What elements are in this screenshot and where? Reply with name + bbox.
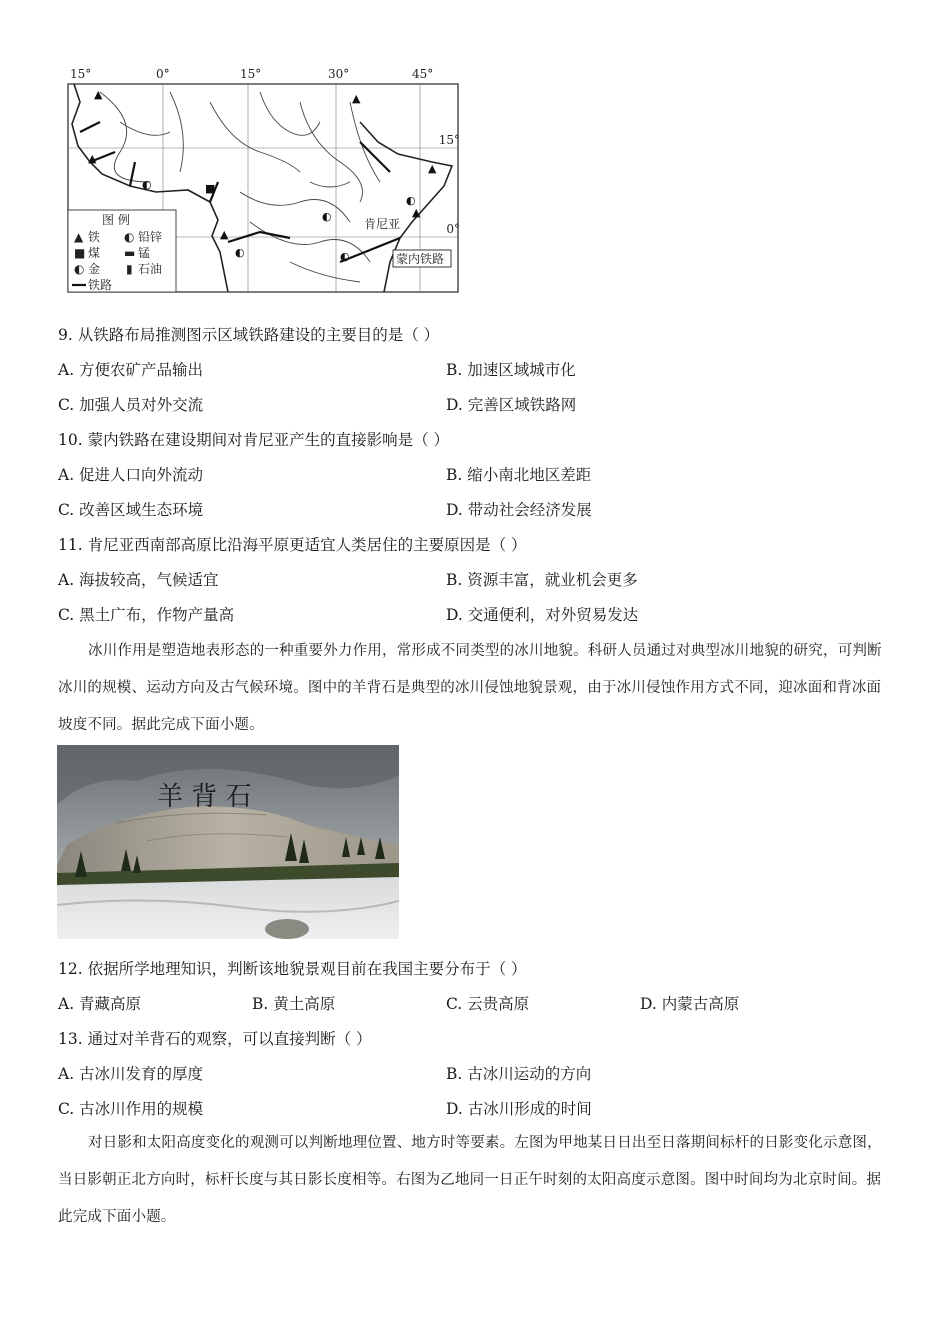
question-11-stem: 11. 肯尼亚西南部高原比沿海平原更适宜人类居住的主要原因是（ ） <box>58 536 527 554</box>
svg-text:■: ■ <box>205 182 216 195</box>
legend-gold-icon: ◐ <box>74 262 85 276</box>
africa-railway-map <box>60 62 466 294</box>
legend-coal-label: 煤 <box>88 246 101 260</box>
question-9-stem: 9. 从铁路布局推测图示区域铁路建设的主要目的是（ ） <box>58 326 440 344</box>
legend-leadzinc-icon: ◐ <box>124 230 135 244</box>
question-12-stem: 12. 依据所学地理知识，判断该地貌景观目前在我国主要分布于（ ） <box>58 960 527 978</box>
question-13-stem: 13. 通过对羊背石的观察，可以直接判断（ ） <box>58 1030 372 1048</box>
legend-leadzinc-label: 铅锌 <box>138 230 163 244</box>
svg-text:▲: ▲ <box>428 162 437 175</box>
lat-label-15n: 15° <box>438 133 460 147</box>
photo-label: 羊 背 石 <box>157 782 252 812</box>
question-9-option-c[interactable]: C. 加强人员对外交流 <box>58 396 204 414</box>
question-11-option-b[interactable]: B. 资源丰富，就业机会更多 <box>446 571 638 589</box>
question-11-option-c[interactable]: C. 黑土广布，作物产量高 <box>58 606 235 624</box>
svg-text:◐: ◐ <box>406 194 416 207</box>
question-12-option-a[interactable]: A. 青藏高原 <box>58 995 142 1013</box>
question-10-option-d[interactable]: D. 带动社会经济发展 <box>446 501 592 519</box>
glacier-passage <box>58 633 884 744</box>
roche-moutonnee-photo <box>57 745 399 939</box>
question-9-option-b[interactable]: B. 加速区域城市化 <box>446 361 576 379</box>
svg-text:◐: ◐ <box>340 250 350 263</box>
shadow-passage <box>58 1125 884 1236</box>
lon-label-0: 0° <box>156 67 170 81</box>
legend-manganese-icon: ▬ <box>124 246 136 260</box>
question-13-option-a[interactable]: A. 古冰川发育的厚度 <box>58 1065 204 1083</box>
question-11-option-a[interactable]: A. 海拔较高，气候适宜 <box>58 571 219 589</box>
question-9-option-d[interactable]: D. 完善区域铁路网 <box>446 396 577 414</box>
shadow-passage-text: 对日影和太阳高度变化的观测可以判断地理位置、地方时等要素。左图为甲地某日日出至日落期间标杆的日影变化示意图，当日影朝正北方向时，标杆长度与其日影长度相等。右图为乙地同一日正午时刻的太阳高度示意图。图中时间均为北京时间。据此完成下面小题。 <box>58 1135 882 1225</box>
legend-oil-icon: ▮ <box>126 262 133 276</box>
question-10-option-a[interactable]: A. 促进人口向外流动 <box>58 466 204 484</box>
lon-label-45e: 45° <box>412 67 434 81</box>
svg-text:◐: ◐ <box>235 246 245 259</box>
kenya-label: 肯尼亚 <box>364 217 401 231</box>
question-11-option-d[interactable]: D. 交通便利，对外贸易发达 <box>446 606 639 624</box>
lon-label-15w: 15° <box>70 67 92 81</box>
legend-oil-label: 石油 <box>138 262 163 276</box>
question-12-option-b[interactable]: B. 黄土高原 <box>252 995 336 1013</box>
lon-label-15e: 15° <box>240 67 262 81</box>
question-13-option-d[interactable]: D. 古冰川形成的时间 <box>446 1100 592 1118</box>
svg-text:▲: ▲ <box>220 228 229 241</box>
question-13-option-b[interactable]: B. 古冰川运动的方向 <box>446 1065 592 1083</box>
svg-text:◐: ◐ <box>142 178 152 191</box>
map-legend <box>68 210 176 292</box>
question-10-option-b[interactable]: B. 缩小南北地区差距 <box>446 466 592 484</box>
legend-iron-label: 铁 <box>88 230 101 244</box>
question-12-option-c[interactable]: C. 云贵高原 <box>446 995 530 1013</box>
svg-text:▲: ▲ <box>352 92 361 105</box>
legend-coal-icon: ■ <box>74 246 86 260</box>
glacier-passage-text: 冰川作用是塑造地表形态的一种重要外力作用，常形成不同类型的冰川地貌。科研人员通过对典型冰川地貌的研究，可判断冰川的规模、运动方向及古气候环境。图中的羊背石是典型的冰川侵蚀地貌景观，由于冰川侵蚀作用方式不同，迎冰面和背冰面坡度不同。据此完成下面小题。 <box>58 643 882 733</box>
svg-text:▲: ▲ <box>94 88 103 101</box>
lon-label-30e: 30° <box>328 67 350 81</box>
question-10-stem: 10. 蒙内铁路在建设期间对肯尼亚产生的直接影响是（ ） <box>58 431 450 449</box>
legend-iron-icon: ▲ <box>74 230 84 244</box>
legend-title: 图 例 <box>102 213 130 227</box>
lat-label-0: 0° <box>446 222 460 236</box>
question-10-option-c[interactable]: C. 改善区域生态环境 <box>58 501 204 519</box>
question-13-option-c[interactable]: C. 古冰川作用的规模 <box>58 1100 204 1118</box>
question-12-option-d[interactable]: D. 内蒙古高原 <box>640 995 740 1013</box>
legend-manganese-label: 锰 <box>138 246 151 260</box>
mombasa-nairobi-railway-label: 蒙内铁路 <box>396 252 445 266</box>
svg-text:▲: ▲ <box>88 152 97 165</box>
question-9-option-a[interactable]: A. 方便农矿产品输出 <box>58 361 204 379</box>
legend-gold-label: 金 <box>88 262 101 276</box>
svg-text:◐: ◐ <box>322 210 332 223</box>
svg-text:▲: ▲ <box>412 206 421 219</box>
legend-railway-label: 铁路 <box>88 278 113 292</box>
